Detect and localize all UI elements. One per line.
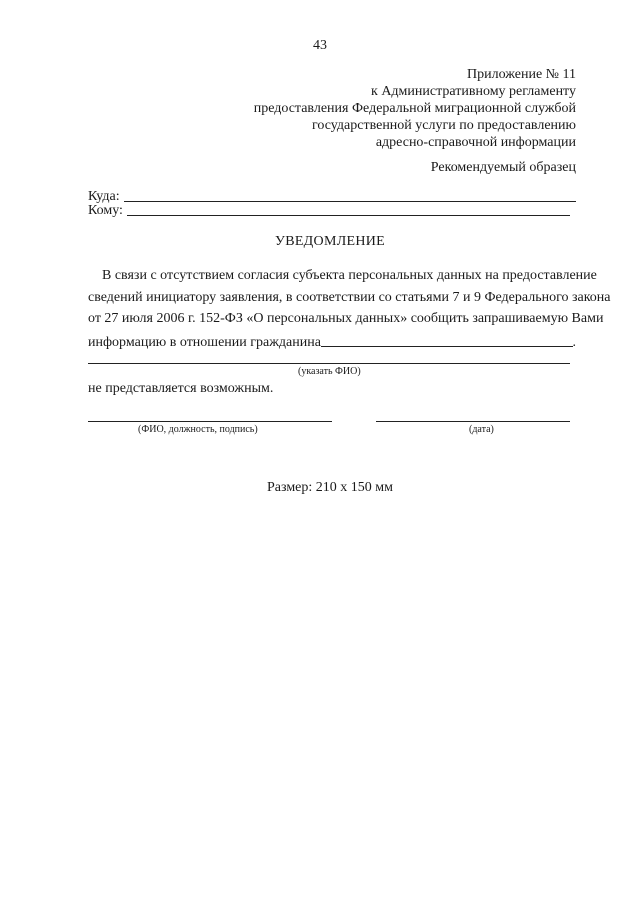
recommended-sample-label: Рекомендуемый образец: [430, 160, 576, 175]
date-caption: (дата): [469, 424, 494, 435]
size-note: Размер: 210 х 150 мм: [266, 480, 393, 495]
specify-name-caption: (указать ФИО): [298, 366, 361, 377]
appendix-line: адресно-справочной информации: [375, 135, 576, 150]
appendix-header: [216, 66, 576, 151]
where-label: Куда:: [88, 189, 120, 204]
appendix-line: к Административному регламенту: [371, 84, 576, 99]
not-possible-text: не представляется возможным.: [88, 381, 274, 396]
body-line: В связи с отсутствием согласия субъекта персональных данных на предоставление: [102, 268, 597, 283]
notice-body: [88, 265, 611, 330]
document-title: УВЕДОМЛЕНИЕ: [274, 234, 386, 249]
to-whom-blank-line[interactable]: [127, 215, 570, 216]
citizen-blank-line[interactable]: [321, 346, 573, 347]
body-line: от 27 июля 2006 г. 152-ФЗ «О персональных данных» сообщить запрашиваемую Вами: [88, 311, 604, 326]
appendix-line: Приложение № 11: [467, 67, 576, 82]
body-line-last: информацию в отношении гражданина: [88, 335, 321, 350]
body-line: сведений инициатору заявления, в соответствии со статьями 7 и 9 Федерального закона: [88, 289, 611, 305]
to-whom-field[interactable]: [88, 202, 570, 219]
body-line-end: .: [572, 335, 576, 350]
citizen-name-blank-line[interactable]: [88, 363, 570, 364]
date-blank-line[interactable]: [376, 421, 570, 422]
signature-caption: (ФИО, должность, подпись): [138, 424, 258, 435]
page-number: 43: [313, 38, 327, 53]
signature-blank-line[interactable]: [88, 421, 332, 422]
appendix-line: предоставления Федеральной миграционной службой: [253, 101, 576, 116]
to-whom-label: Кому:: [88, 203, 123, 218]
appendix-line: государственной услуги по предоставлению: [312, 118, 576, 133]
citizen-field[interactable]: [88, 331, 576, 351]
